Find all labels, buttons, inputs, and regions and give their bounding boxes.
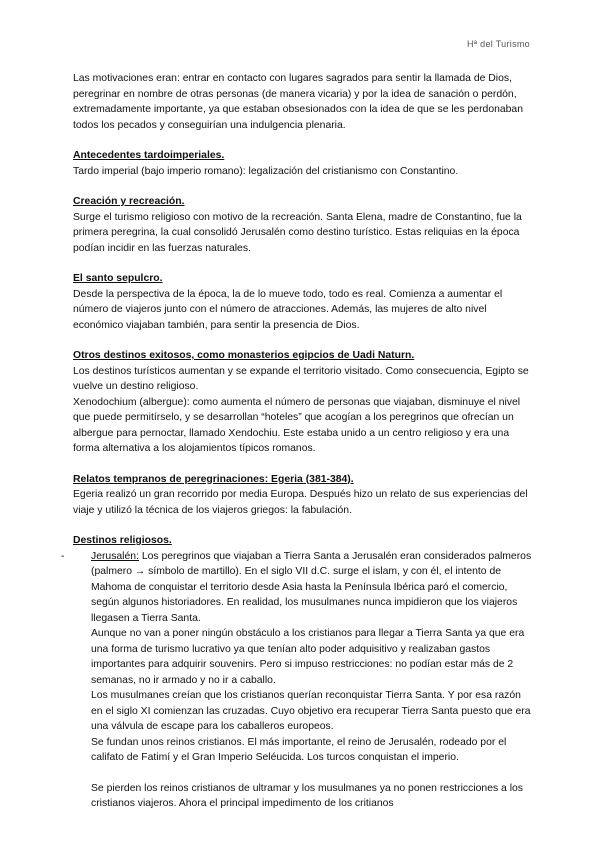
section-heading-otros-destinos: Otros destinos exitosos, como monasterios egipcios de Uadi Naturn. [73,350,415,361]
list-item-paragraph-3: Los musulmanes creían que los cristianos querían reconquistar Tierra Santa. Y por esa razón en el siglo XI comienzan las cruzadas. Cuyo objetivo era recuperar Tierra Santa puesto que era una válvula de escape para los caballeros europeos. [91,690,531,732]
section-body-relatos: Egeria realizó un gran recorrido por media Europa. Después hizo un relato de sus experiencias del viaje y utilizó la técnica de los viajeros griegos: la fabulación. [73,489,528,516]
section-body-santo-sepulcro: Desde la perspectiva de la época, la de lo mueve todo, todo es real. Comienza a aumentar el número de viajeros junto con el número de atracciones. Además, las mujeres de alto nivel económico viajaban también, para sentir la presencia de Dios. [73,288,503,331]
section-body-creacion: Surge el turismo religioso con motivo de la recreación. Santa Elena, madre de Constantino, fue la primera peregrina, la cual consolidó Jerusalén como destino turístico. Estas reliquias en la época podían incidir en las fuerzas naturales. [73,211,522,254]
section-heading-destinos-religiosos: Destinos religiosos. [73,535,172,546]
section-heading-santo-sepulcro: El santo sepulcro. [73,273,163,284]
list-item-paragraph-1 [91,549,533,627]
page-header: Hª del Turismo [466,39,530,49]
list-item-label: Jerusalén: [91,550,139,562]
section-heading-relatos: Relatos tempranos de peregrinaciones: Egeria (381-384). [73,473,354,485]
list-item-jerusalen [61,549,533,812]
list-item-paragraph-5: Se pierden los reinos cristianos de ultramar y los musulmanes ya no ponen restricciones a los cristianos viajeros. Ahora el principal impedimento de los critianos [91,782,523,809]
list-item-paragraph-2: Aunque no van a poner ningún obstáculo a los cristianos para llegar a Tierra Santa ya que era una forma de turismo lucrativo ya que tenían alto poder adquisitivo y realizaban gastos importantes para adquirir souvenirs. Pero si impuso restricciones: no podían estar más de 2 semanas, no ir armado y no ir a caballo. [91,628,525,686]
section-body-otros-destinos-1: Los destinos turísticos aumentan y se expande el territorio visitado. Como consecuencia, Egipto se vuelve un destino religioso. [73,365,529,392]
section-body-antecedentes: Tardo imperial (bajo imperio romano): legalización del cristianismo con Constantino. [73,165,459,177]
list-item-paragraph-4: Se fundan unos reinos cristianos. El más importante, el reino de Jerusalén, rodeado por el califato de Fatimí y el Gran Imperio Seléucida. Los turcos conquistan el imperio. [91,736,507,763]
section-heading-antecedentes: Antecedentes tardoimperiales. [73,150,225,161]
section-body-otros-destinos-2: Xenodochium (albergue): como aumenta el número de personas que viajaban, disminuye el nivel que puede permitírselo, y se desarrollan “hoteles” que acogían a los peregrinos que ofrecían un albergue para pernoctar, llamado Xendochiu. Este estaba unido a un centro religioso y era una forma alternativa a los alojamientos típicos romanos. [73,396,521,454]
list-item-text: Los peregrinos que viajaban a Tierra Santa a Jerusalén eran considerados palmeros (palmero → símbolo de martillo). En el siglo VII d.C. surge el islam, y con él, el intento de Mahoma de conquistar el territorio desde Asia hasta la Península Ibérica paró el comercio, según algunos historiadores. En realidad, los musulmanes nunca impidieron que los viajeros llegasen a Tierra Santa. [91,550,532,624]
section-heading-creacion: Creación y recreación. [73,196,185,207]
list-bullet: - [61,550,65,562]
document-body [61,71,533,812]
intro-paragraph: Las motivaciones eran: entrar en contacto con lugares sagrados para sentir la llamada de Dios, peregrinar en nombre de otras personas (de manera vicaria) y por la idea de sanación o perdón, extremadamente importante, ya que estaban obsesionados con la idea de que se les perdonaban todos los pecados y conseguirían una indulgencia plenaria. [73,73,523,131]
